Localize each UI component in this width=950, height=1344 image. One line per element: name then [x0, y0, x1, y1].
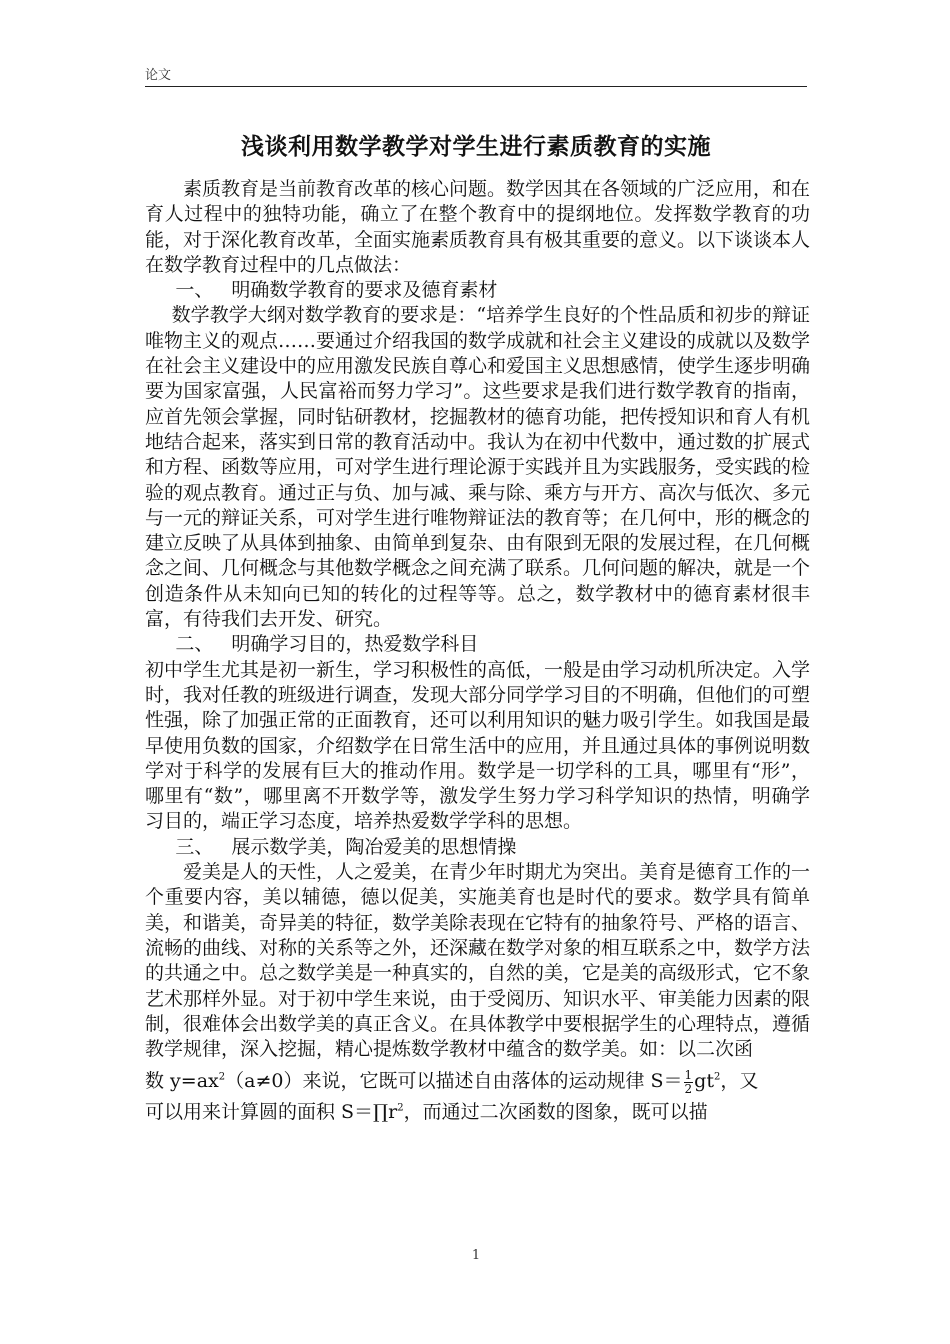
page-header [145, 62, 807, 87]
section-body-3: 爱美是人的天性，人之爱美，在青少年时期尤为突出。美育是德育工作的一个重要内容，美以辅德，德以促美，实施美育也是时代的要求。数学具有简单美，和谐美，奇异美的特征，数学美除表现在它特有的抽象符号、严格的语言、流畅的曲线、对称的关系等之外，还深藏在数学对象的相互联系之中，数学方法的共通之中。总之数学美是一种真实的，自然的美，它是美的高级形式，它不象艺术那样外显。对于初中学生来说，由于受阅历、知识水平、审美能力因素的限制，很难体会出数学美的真正含义。在具体教学中要根据学生的心理特点，遵循教学规律，深入挖掘，精心提炼数学教材中蕴含的数学美。如：以二次函 [145, 861, 811, 1061]
math-line-2 [145, 1100, 810, 1125]
fraction-one-half [684, 1069, 694, 1096]
header-label: 论文 [145, 68, 172, 83]
section-number-1: 一、 [175, 279, 214, 302]
math-text-2a: 可以用来计算圆的面积 S＝∏r [145, 1101, 398, 1124]
section-body-1: 数学教学大纲对数学教育的要求是：“培养学生良好的个性品质和初步的辩证唯物主义的观点……要通过介绍我国的数学成就和社会主义建设的成就以及数学在社会主义建设中的应用激发民族自尊心和爱国主义思想感情，使学生逐步明确要为国家富强，人民富裕而努力学习”。这些要求是我们进行数学教育的指南，应首先领会掌握，同时钻研教材，挖掘教材的德育功能，把传授知识和育人有机地结合起来，落实到日常的教育活动中。我认为在初中代数中，通过数的扩展式和方程、函数等应用，可对学生进行理论源于实践并且为实践服务，受实践的检验的观点教育。通过正与负、加与减、乘与除、乘方与开方、高次与低次、多元与一元的辩证关系，可对学生进行唯物辩证法的教育等；在几何中，形的概念的建立反映了从具体到抽象、由简单到复杂、由有限到无限的发展过程，在几何概念之间、几何概念与其他数学概念之间充满了联系。几何问题的解决，就是一个创造条件从未知向已知的转化的过程等等。总之，数学教材中的德育素材很丰富，有待我们去开发、研究。 [145, 304, 811, 631]
section-heading-3 [145, 835, 810, 860]
section-number-2: 二、 [175, 633, 214, 656]
document-body [145, 177, 810, 1126]
section-title-2: 明确学习目的，热爱数学科目 [231, 633, 479, 656]
section-number-3: 三、 [175, 835, 214, 858]
document-title: 浅谈利用数学教学对学生进行素质教育的实施 [241, 133, 711, 160]
math-text-1a: 数 y=ax [145, 1070, 219, 1093]
math-line-1 [145, 1062, 810, 1100]
section-heading-2 [145, 632, 810, 657]
math-exponent-1: 2 [218, 1072, 226, 1084]
math-text-2b: ，而通过二次函数的图象，既可以描 [403, 1101, 708, 1124]
math-text-1b: （a≠0）来说，它既可以描述自由落体的运动规律 S＝ [225, 1070, 683, 1093]
section-title-1: 明确数学教育的要求及德育素材 [231, 279, 498, 302]
section-heading-1 [145, 278, 810, 303]
math-text-1c: gt [694, 1070, 714, 1093]
section-body-2: 初中学生尤其是初一新生，学习积极性的高低，一般是由学习动机所决定。入学时，我对任教的班级进行调查，发现大部分同学学习目的不明确，但他们的可塑性强，除了加强正常的正面教育，还可以利用知识的魅力吸引学生。如我国是最早使用负数的国家，介绍数学在日常生活中的应用，并且通过具体的事例说明数学对于科学的发展有巨大的推动作用。数学是一切学科的工具，哪里有“形”，哪里有“数”，哪里离不开数学等，激发学生努力学习科学知识的热情，明确学习目的，端正学习态度，培养热爱数学学科的思想。 [145, 658, 811, 833]
math-exponent-2: 2 [713, 1072, 721, 1084]
math-text-1d: ，又 [720, 1070, 759, 1093]
section-title-3: 展示数学美，陶冶爱美的思想情操 [231, 835, 517, 858]
fraction-denominator: 2 [684, 1081, 693, 1096]
math-exponent-3: 2 [397, 1103, 404, 1115]
fraction-numerator: 1 [684, 1067, 693, 1082]
page-number: 1 [471, 1248, 481, 1263]
intro-paragraph: 素质教育是当前教育改革的核心问题。数学因其在各领域的广泛应用，和在育人过程中的独特功能，确立了在整个教育中的提纲地位。发挥数学教育的功能，对于深化教育改革，全面实施素质教育具有极其重要的意义。以下谈谈本人在数学教育过程中的几点做法： [145, 178, 811, 276]
